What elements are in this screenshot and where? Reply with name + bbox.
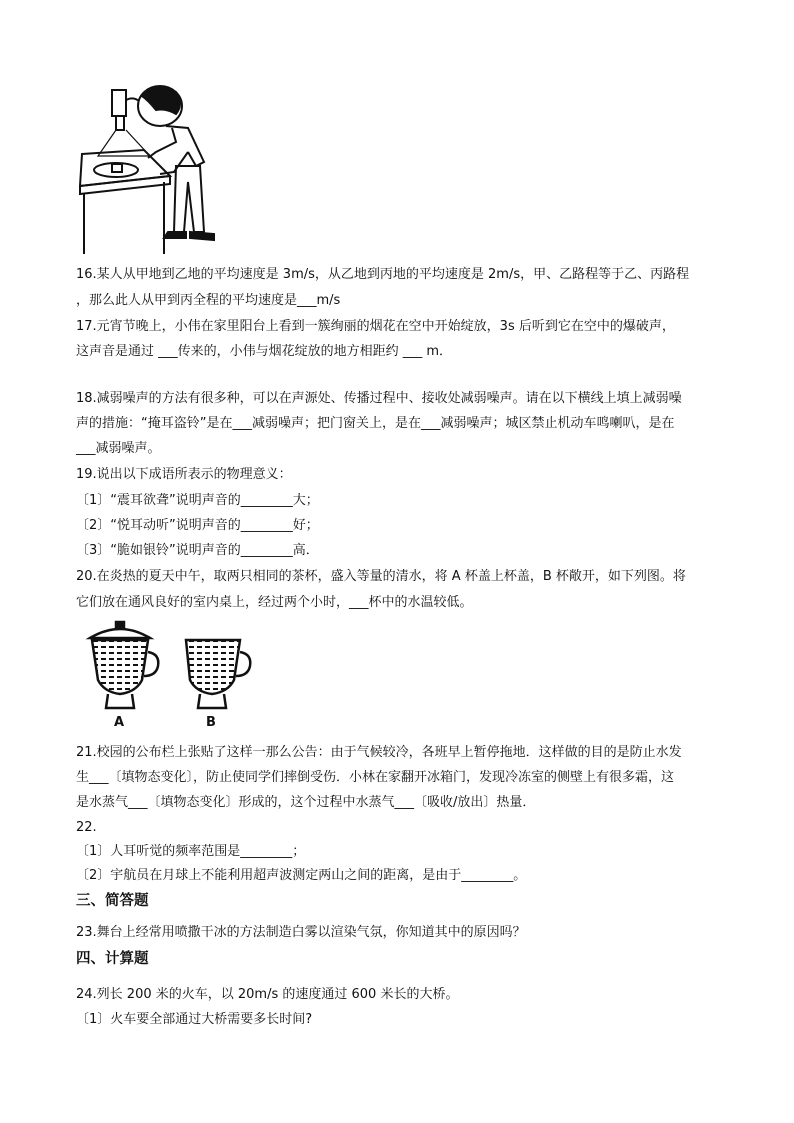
question-20-line-1: 20.在炎热的夏天中午，取两只相同的茶杯，盛入等量的清水，将 A 杯盖上杯盖，B 杯敞开，如下列图。将 — [76, 569, 686, 584]
question-24-line-1: 24.列长 200 米的火车，以 20m/s 的速度通过 600 米长的大桥。 — [76, 987, 459, 1002]
question-22-item-1: 〔1〕人耳听觉的频率范围是________； — [76, 844, 306, 859]
question-18-line-3: ___减弱噪声。 — [76, 441, 161, 456]
question-17-line-1: 17.元宵节晚上，小伟在家里阳台上看到一簇绚丽的烟花在空中开始绽放，3s 后听到它在空中的爆破声， — [76, 319, 675, 334]
cup-b-label: B — [206, 715, 216, 730]
cups-illustration — [76, 620, 256, 734]
question-19-intro: 19.说出以下成语所表示的物理意义： — [76, 467, 292, 482]
question-22-number: 22. — [76, 820, 97, 835]
question-18-line-1: 18.减弱噪声的方法有很多种，可以在声源处、传播过程中、接收处减弱噪声。请在以下横线上填上减弱噪 — [76, 391, 682, 406]
question-19-item-3: 〔3〕“脆如银铃”说明声音的________高． — [76, 543, 319, 558]
question-16-line-1: 16.某人从甲地到乙地的平均速度是 3m/s，从乙地到丙地的平均速度是 2m/s，甲、乙路程等于乙、丙路程 — [76, 267, 690, 282]
question-19-item-2: 〔2〕“悦耳动听”说明声音的________好； — [76, 518, 319, 533]
question-21-line-1: 21.校园的公布栏上张贴了这样一那么公告：由于气候较冷，各班早上暂停拖地．这样做的目的是防止水发 — [76, 745, 682, 760]
flashlight-experiment-illustration — [76, 82, 226, 262]
question-22-item-2: 〔2〕宇航员在月球上不能利用超声波测定两山之间的距离，是由于________。 — [76, 868, 527, 883]
question-21-line-3: 是水蒸气___〔填物态变化〕形成的，这个过程中水蒸气___〔吸收/放出〕热量． — [76, 795, 536, 810]
question-16-line-2: ，那么此人从甲到丙全程的平均速度是___m/s — [76, 293, 341, 308]
question-19-item-1: 〔1〕“震耳欲聋”说明声音的________大； — [76, 493, 319, 508]
question-17-line-2: 这声音是通过 ___传来的，小伟与烟花绽放的地方相距约 ___ m． — [76, 344, 453, 359]
section-4-heading: 四、计算题 — [76, 951, 149, 967]
question-20-line-2: 它们放在通风良好的室内桌上，经过两个小时，___杯中的水温较低。 — [76, 595, 473, 610]
cup-a-label: A — [114, 715, 125, 730]
question-23: 23.舞台上经常用喷撒干冰的方法制造白雾以渲染气氛，你知道其中的原因吗？ — [76, 925, 526, 940]
question-21-line-2: 生___〔填物态变化〕，防止使同学们摔倒受伤．小林在家翻开冰箱门，发现冷冻室的侧壁上有很多霜，这 — [76, 770, 675, 785]
question-18-line-2: 声的措施：“掩耳盗铃”是在___减弱噪声；把门窗关上，是在___减弱噪声；城区禁止机动车鸣喇叭，是在 — [76, 416, 675, 431]
section-3-heading: 三、简答题 — [76, 893, 149, 909]
question-24-line-2: 〔1〕火车要全部通过大桥需要多长时间? — [76, 1012, 313, 1027]
